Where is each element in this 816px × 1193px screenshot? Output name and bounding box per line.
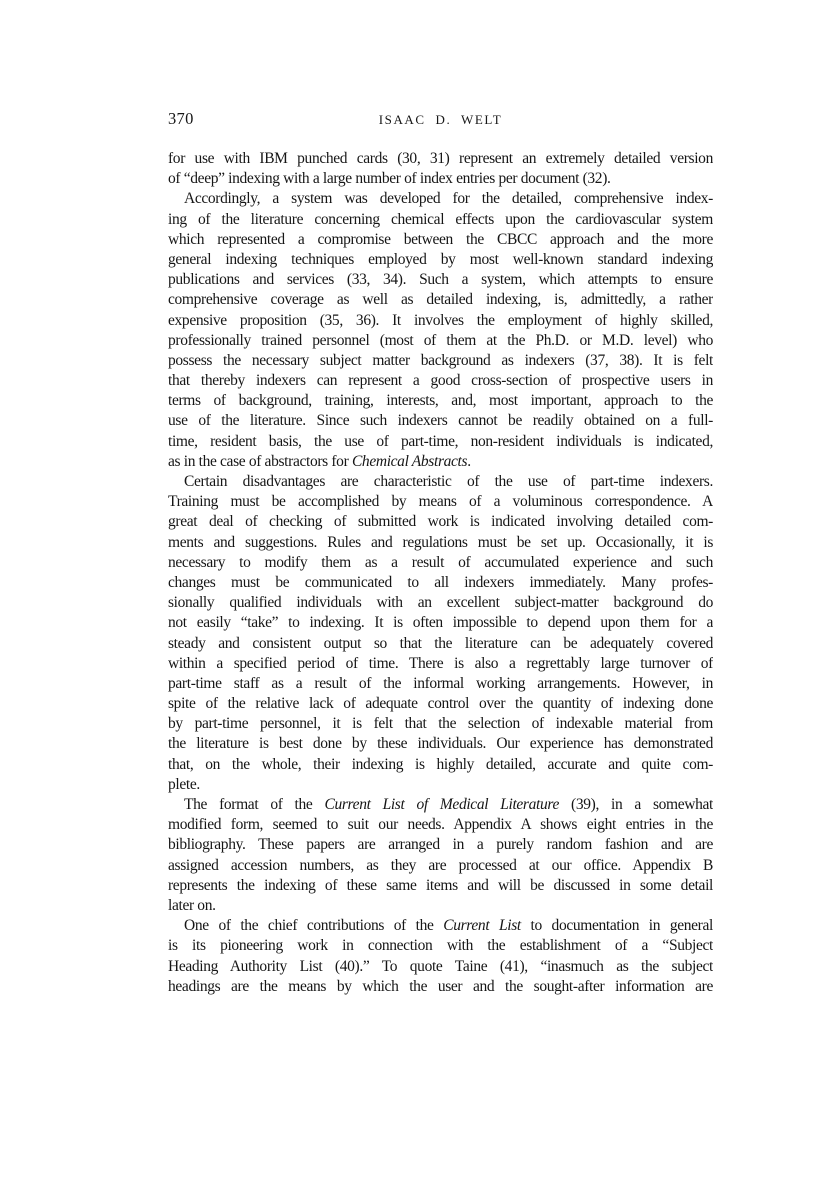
text-line [168,977,713,997]
text-run: part-time staff as a result of the informal working arrangements. However, in [168,674,713,692]
text-line [168,290,713,310]
running-head: ISAAC D. WELT [378,112,503,127]
text-line [168,674,713,694]
text-run: assigned accession numbers, as they are processed at our office. Appendix B [168,856,713,874]
text-run: expensive proposition (35, 36). It involves the employment of highly skilled, [168,311,713,329]
text-line [168,411,713,431]
text-line [168,250,713,270]
text-run: Heading Authority List (40).” To quote Taine (41), “inasmuch as the subject [168,957,713,975]
text-line [168,775,713,795]
text-run: not easily “take” to indexing. It is often impossible to depend upon them for a [168,614,713,632]
text-run: spite of the relative lack of adequate control over the quantity of indexing done [168,695,713,713]
text-line [168,351,713,371]
italic-text-run: Chemical Abstracts [351,452,468,470]
text-line [168,533,713,553]
text-run: to documentation in general [520,917,713,935]
text-line [168,714,713,734]
text-line [168,189,713,209]
text-run: which represented a compromise between the CBCC approach and the more [168,230,713,248]
text-line [168,169,713,189]
text-run: comprehensive coverage as well as detailed indexing, is, admittedly, a rather [168,291,713,309]
text-run: steady and consistent output so that the literature can be adequately covered [168,634,713,652]
text-line [168,432,713,452]
text-line [168,593,713,613]
text-run: by part-time personnel, it is felt that the selection of indexable material from [168,715,713,733]
text-line [168,331,713,351]
text-line [168,916,713,936]
text-run: bibliography. These papers are arranged in a purely random fashion and are [168,836,713,854]
text-line [168,210,713,230]
text-line [168,835,713,855]
text-run: changes must be communicated to all indexers immediately. Many profes- [168,573,713,591]
text-run: (39), in a somewhat [559,796,713,813]
text-run: The format of the [184,796,325,813]
text-run: within a specified period of time. There is also a regrettably large turnover of [168,654,713,672]
text-line [168,391,713,411]
text-run: represents the indexing of these same items and will be discussed in some detail [168,876,713,894]
text-run: headings are the means by which the user and the sought-after information are [168,977,713,995]
text-run: One of the chief contributions of the [184,917,444,935]
text-run: of “deep” indexing with a large number of index entries per document (32). [168,170,611,188]
text-run: for use with IBM punched cards (30, 31) represent an extremely detailed version [168,150,713,167]
text-run: that thereby indexers can represent a good cross-section of prospective users in [168,372,713,390]
text-run: use of the literature. Since such indexers cannot be readily obtained on a full- [168,412,713,430]
text-run: ments and suggestions. Rules and regulations must be set up. Occasionally, it is [168,533,713,551]
text-line [168,795,713,815]
text-run: the literature is best done by these individuals. Our experience has demonstrated [168,735,713,753]
text-run: professionally trained personnel (most of them at the Ph.D. or M.D. level) who [168,331,713,349]
page-number: 370 [168,109,194,128]
text-line [168,876,713,896]
text-line [168,553,713,573]
text-run: that, on the whole, their indexing is highly detailed, accurate and quite com- [168,755,713,773]
text-line [168,957,713,977]
text-run: plete. [168,775,200,793]
text-run: great deal of checking of submitted work is indicated involving detailed com- [168,513,713,531]
text-line [168,634,713,654]
text-line [168,734,713,754]
text-run: is its pioneering work in connection with the establishment of a “Subject [168,937,713,955]
italic-text-run: Current List of Medical Literature [324,796,560,813]
text-line [168,694,713,714]
page-text [168,149,713,997]
text-line [168,936,713,956]
text-line [168,573,713,593]
text-line [168,230,713,250]
text-line [168,815,713,835]
text-line [168,149,713,169]
text-line [168,311,713,331]
text-run: ing of the literature concerning chemical effects upon the cardiovascular system [168,210,713,228]
text-run: later on. [168,896,216,914]
italic-text-run: Current List [443,917,521,935]
text-run: Training must be accomplished by means of a voluminous correspondence. A [168,493,713,511]
text-run: Certain disadvantages are characteristic of the use of part-time indexers. [184,473,713,490]
text-run: as in the case of abstractors for [168,452,352,470]
text-run: terms of background, training, interests, and, most important, approach to the [168,392,713,410]
text-run: . [467,452,471,470]
text-run: time, resident basis, the use of part-time, non-resident individuals is indicated, [168,432,713,450]
text-line [168,512,713,532]
text-run: publications and services (33, 34). Such a system, which attempts to ensure [168,271,713,289]
text-run: necessary to modify them as a result of accumulated experience and such [168,553,713,571]
text-line [168,613,713,633]
text-run: possess the necessary subject matter background as indexers (37, 38). It is felt [168,351,713,369]
text-line [168,654,713,674]
text-run: Accordingly, a system was developed for the detailed, comprehensive index- [184,190,713,208]
text-line [168,452,713,472]
text-run: sionally qualified individuals with an excellent subject-matter background do [168,594,713,612]
text-line [168,896,713,916]
text-run: general indexing techniques employed by most well-known standard indexing [168,250,713,268]
text-line [168,472,713,492]
text-line [168,856,713,876]
text-line [168,755,713,775]
text-line [168,492,713,512]
text-run: modified form, seemed to suit our needs. Appendix A shows eight entries in the [168,816,713,834]
text-line [168,270,713,290]
text-line [168,371,713,391]
